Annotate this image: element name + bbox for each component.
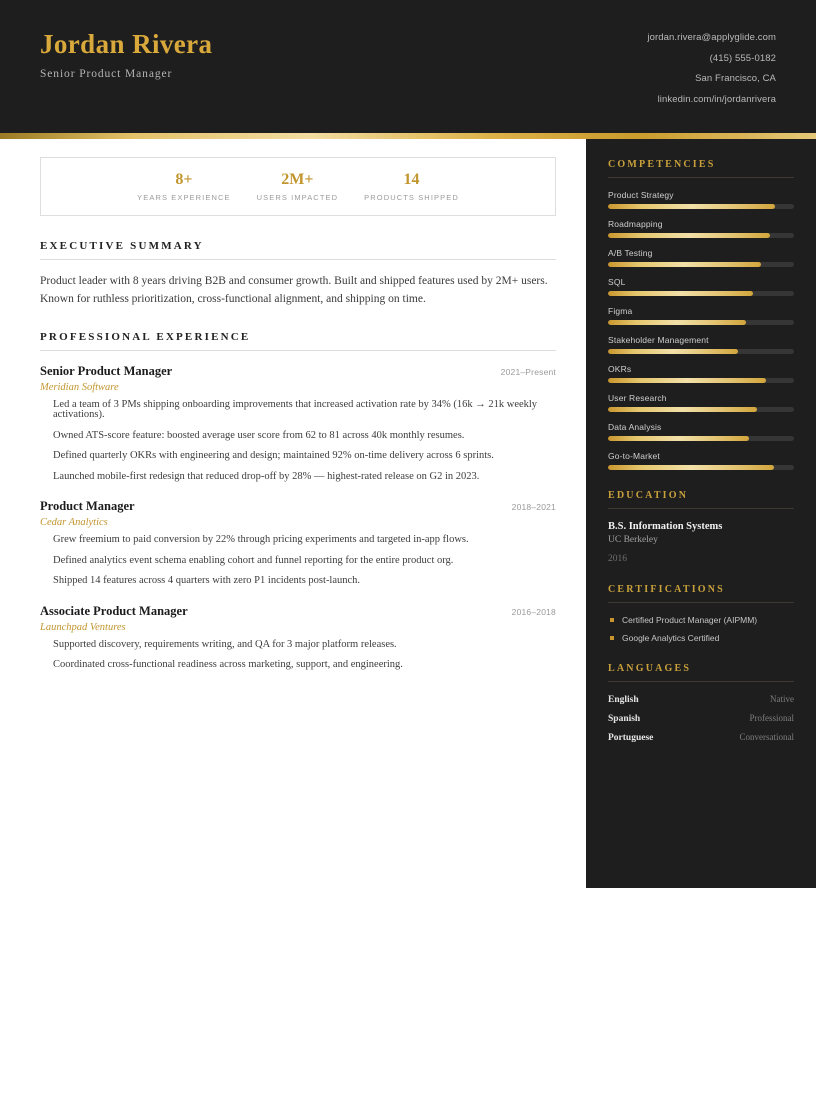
language-row	[608, 713, 794, 724]
section-heading: EDUCATION	[608, 490, 794, 509]
language-name: English	[608, 695, 639, 706]
competency-label: Stakeholder Management	[608, 335, 709, 345]
experience-bullets	[40, 640, 556, 671]
stats-bar	[40, 157, 556, 216]
section-professional-experience	[40, 331, 556, 671]
competency-bar-fill	[608, 349, 738, 354]
competency-bar-track	[608, 320, 794, 325]
stat-label: USERS IMPACTED	[256, 193, 339, 203]
section-heading: CERTIFICATIONS	[608, 584, 794, 603]
competency-bar-track	[608, 378, 794, 383]
bullet-item: Coordinated cross-functional readiness across marketing, support, and engineering.	[53, 659, 403, 671]
competency-bar-track	[608, 436, 794, 441]
bullet-item: Led a team of 3 PMs shipping onboarding improvements that increased activation rate by 34% (16k → 21k weekly activations).	[53, 398, 538, 421]
bullet-item: Launched mobile-first redesign that reduced drop-off by 28% — highest-rated release on G2 in 2023.	[53, 470, 480, 482]
identity-block	[40, 30, 212, 80]
stat-users-impacted	[244, 170, 352, 202]
competency-label: OKRs	[608, 364, 632, 374]
bullet-item: Shipped 14 features across 4 quarters with zero P1 incidents post-launch.	[53, 575, 361, 587]
bullet-item: Defined analytics event schema enabling cohort and funnel reporting for the entire product org.	[53, 554, 454, 566]
sidebar	[586, 139, 816, 888]
competency-bar-fill	[608, 378, 766, 383]
experience-entry	[40, 364, 556, 483]
competency-bar-fill	[608, 436, 749, 441]
language-row	[608, 694, 794, 705]
competency-item	[608, 306, 794, 325]
competency-bar-track	[608, 349, 794, 354]
experience-role: Senior Product Manager	[40, 363, 173, 378]
competency-bar-track	[608, 291, 794, 296]
section-heading: LANGUAGES	[608, 663, 794, 682]
contact-location: San Francisco, CA	[695, 73, 776, 84]
certification-list	[608, 615, 794, 643]
competency-bar-fill	[608, 262, 761, 267]
page-title: Jordan Rivera	[40, 29, 213, 59]
competency-bar-track	[608, 465, 794, 470]
summary-text: Product leader with 8 years driving B2B and consumer growth. Built and shipped features used by 2M+ users. Known for ruthless prioritization, cross-functional alignment, and shipping on time.	[40, 275, 548, 305]
bullet-item: Grew freemium to paid conversion by 22% through pricing experiments and targeted in-app flows.	[53, 534, 469, 546]
contact-email[interactable]: jordan.rivera@applyglide.com	[647, 32, 776, 43]
stat-value: 14	[403, 171, 420, 188]
experience-company: Launchpad Ventures	[40, 621, 126, 633]
competency-item	[608, 451, 794, 470]
experience-company: Meridian Software	[40, 381, 119, 393]
section-competencies	[608, 159, 794, 470]
competency-label: Figma	[608, 306, 633, 316]
stat-years-experience	[124, 170, 243, 202]
job-title: Senior Product Manager	[40, 67, 173, 80]
bullet-item: Supported discovery, requirements writing, and QA for 3 major platform releases.	[53, 638, 397, 650]
language-level: Professional	[749, 713, 794, 724]
resume-header	[0, 0, 816, 133]
competency-item	[608, 277, 794, 296]
stat-value: 8+	[175, 171, 193, 188]
competency-item	[608, 190, 794, 209]
language-name: Spanish	[608, 714, 641, 725]
contact-phone[interactable]: (415) 555-0182	[709, 52, 776, 64]
contact-block	[647, 30, 776, 115]
experience-role: Associate Product Manager	[40, 603, 188, 618]
competency-item	[608, 219, 794, 238]
section-heading: PROFESSIONAL EXPERIENCE	[40, 331, 556, 351]
education-school: UC Berkeley	[608, 535, 658, 545]
language-row	[608, 732, 794, 743]
competency-bar-track	[608, 407, 794, 412]
competency-bar-fill	[608, 320, 746, 325]
competency-item	[608, 364, 794, 383]
experience-entry	[40, 604, 556, 671]
stat-label: YEARS EXPERIENCE	[137, 193, 231, 203]
section-heading: EXECUTIVE SUMMARY	[40, 240, 556, 260]
section-certifications	[608, 584, 794, 643]
competency-bar-track	[608, 262, 794, 267]
experience-dates: 2018–2021	[511, 502, 556, 513]
competency-list	[608, 190, 794, 470]
competency-item	[608, 335, 794, 354]
competency-label: User Research	[608, 393, 667, 403]
competency-label: Roadmapping	[608, 219, 663, 229]
section-education	[608, 490, 794, 564]
experience-company: Cedar Analytics	[40, 517, 108, 529]
competency-bar-fill	[608, 465, 774, 470]
competency-label: A/B Testing	[608, 248, 653, 258]
section-executive-summary	[40, 240, 556, 309]
contact-linkedin[interactable]: linkedin.com/in/jordanrivera	[657, 93, 776, 105]
competency-item	[608, 422, 794, 441]
section-languages	[608, 663, 794, 743]
section-heading: COMPETENCIES	[608, 159, 794, 178]
education-degree: B.S. Information Systems	[608, 521, 723, 532]
bullet-item: Defined quarterly OKRs with engineering and design; maintained 92% on-time delivery across 6 sprints.	[53, 450, 494, 462]
experience-dates: 2021–Present	[500, 366, 556, 377]
main-column	[0, 139, 586, 888]
experience-role: Product Manager	[40, 499, 135, 514]
experience-dates: 2016–2018	[511, 606, 556, 617]
stat-value: 2M+	[281, 171, 314, 188]
competency-bar-fill	[608, 407, 757, 412]
experience-entry	[40, 499, 556, 587]
competency-item	[608, 248, 794, 267]
language-level: Conversational	[739, 732, 794, 743]
competency-bar-track	[608, 204, 794, 209]
stat-label: PRODUCTS SHIPPED	[364, 193, 459, 203]
competency-bar-fill	[608, 291, 753, 296]
certification-item: Google Analytics Certified	[608, 633, 794, 643]
competency-bar-track	[608, 233, 794, 238]
competency-label: Data Analysis	[608, 422, 662, 432]
competency-bar-fill	[608, 204, 775, 209]
certification-item: Certified Product Manager (AIPMM)	[608, 615, 794, 625]
competency-item	[608, 393, 794, 412]
bullet-item: Owned ATS-score feature: boosted average user score from 62 to 81 across 40k monthly resumes.	[53, 429, 465, 441]
experience-bullets	[40, 400, 556, 483]
education-year: 2016	[608, 554, 627, 564]
experience-bullets	[40, 535, 556, 587]
competency-label: SQL	[608, 277, 626, 287]
language-level: Native	[770, 694, 794, 705]
competency-label: Go-to-Market	[608, 451, 660, 461]
stat-products-shipped	[351, 170, 472, 202]
competency-bar-fill	[608, 233, 770, 238]
competency-label: Product Strategy	[608, 190, 674, 200]
language-name: Portuguese	[608, 733, 654, 744]
